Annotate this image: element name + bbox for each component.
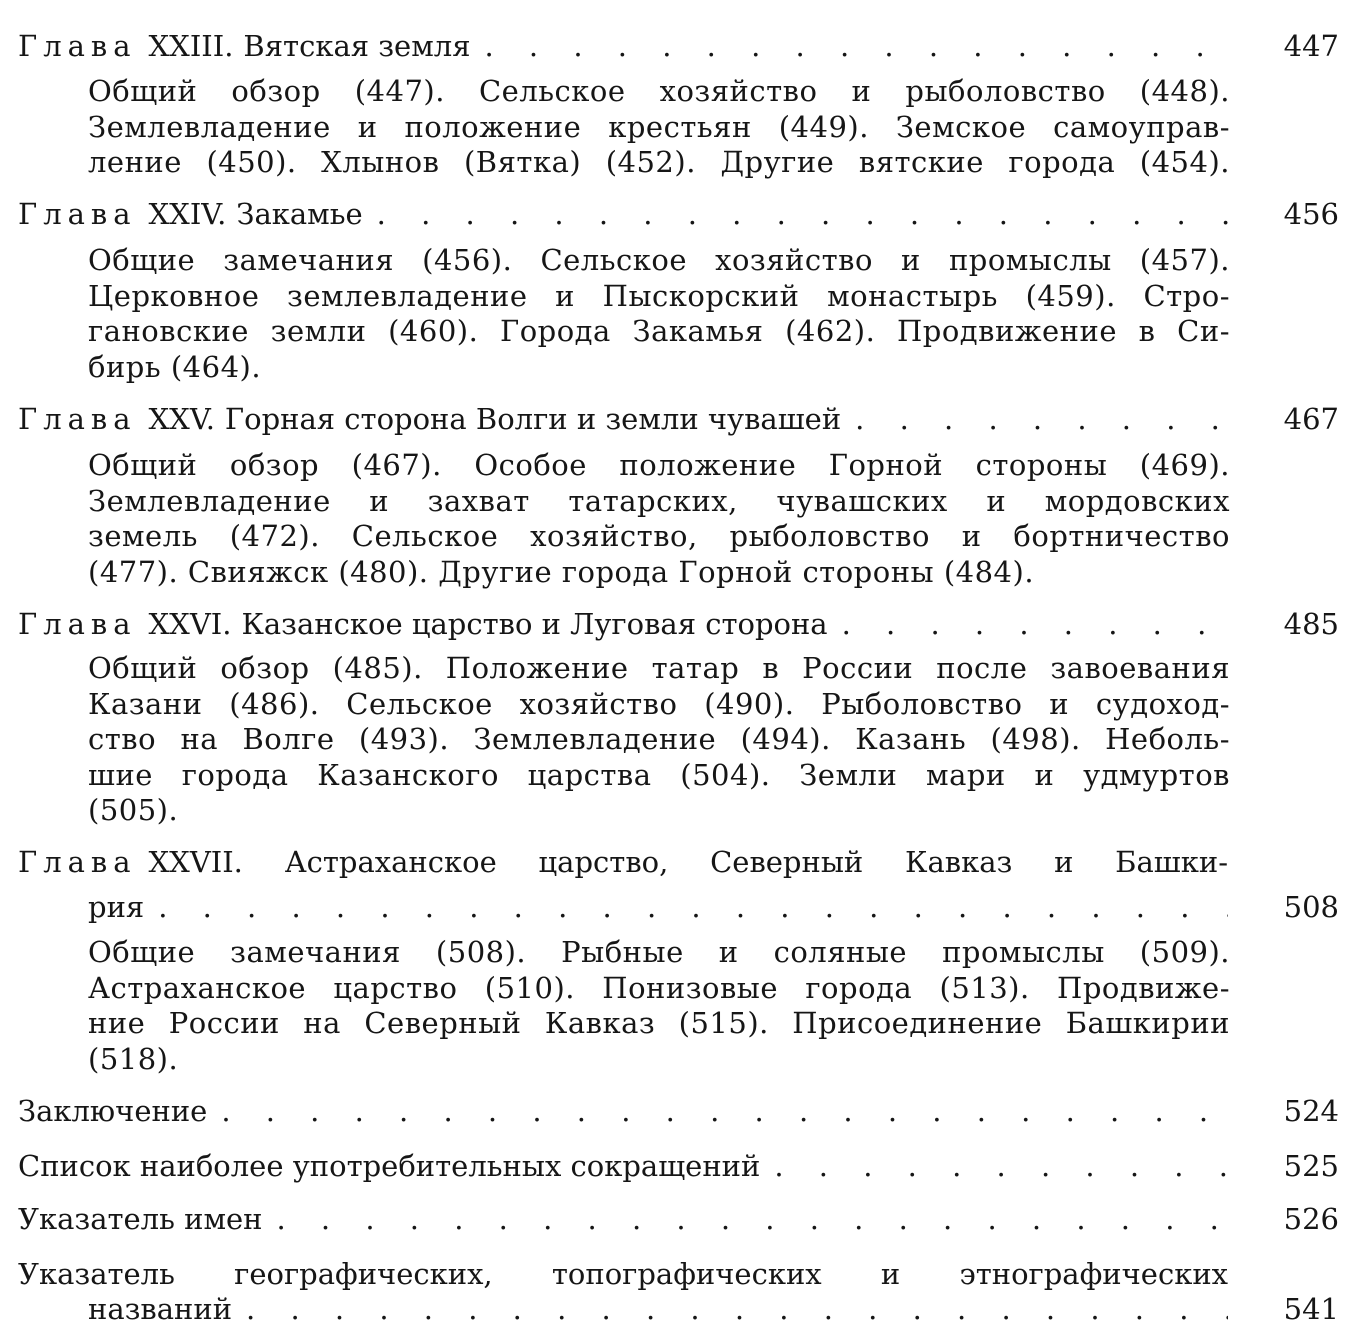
chapter-label: Глава — [18, 845, 137, 879]
toc-entry-chapter-23 — [18, 29, 1228, 63]
chapter-number: XXIV. — [148, 197, 227, 231]
entry-title: Указатель имен — [18, 1202, 263, 1236]
leader-dots — [774, 1149, 1228, 1183]
chapter-title-line-1: Астраханское царство, Северный Кавказ и Башки- — [284, 845, 1228, 879]
summary-line: бирь (464). — [88, 349, 262, 384]
leader-dots — [277, 1202, 1229, 1236]
toc-entry-chapter-24 — [18, 197, 1228, 231]
chapter-title: Закамье — [236, 197, 363, 231]
page-number: 526 — [1283, 1202, 1339, 1236]
page-number: 541 — [1283, 1292, 1339, 1326]
toc-entry-chapter-27 — [18, 845, 1228, 879]
toc-entry-geographic-index-continued — [88, 1292, 1228, 1326]
summary-line: ство на Волге (493). Землевладение (494). Казань (498). Неболь- — [88, 722, 1230, 756]
page-number: 467 — [1283, 402, 1339, 436]
summary-line: Общий обзор (467). Особое положение Горной стороны (469). — [88, 448, 1230, 482]
chapter-title: Казанское царство и Луговая сторона — [241, 607, 828, 641]
summary-line: Землевладение и положение крестьян (449). Земское самоуправ- — [88, 109, 1230, 144]
summary-line: шие города Казанского царства (504). Земли мари и удмуртов — [88, 757, 1230, 792]
leader-dots — [855, 402, 1228, 436]
summary-line: (505). — [88, 793, 179, 827]
toc-entry-geographic-index — [18, 1257, 1228, 1291]
summary-line: Землевладение и захват татарских, чувашских и мордовских — [88, 483, 1230, 518]
toc-entry-name-index — [18, 1202, 1228, 1236]
toc-entry-chapter-26 — [18, 607, 1228, 641]
chapter-summary — [88, 74, 1230, 181]
chapter-summary — [88, 243, 1230, 385]
leader-dots — [221, 1094, 1228, 1128]
summary-line: (477). Свияжск (480). Другие города Горной стороны (484). — [88, 554, 1035, 589]
chapter-title: Горная сторона Волги и земли чувашей — [224, 402, 842, 436]
chapter-label: Глава — [18, 607, 137, 641]
page-number: 447 — [1283, 29, 1339, 63]
summary-line: ние России на Северный Кавказ (515). Присоединение Башкирии — [88, 1006, 1230, 1040]
toc-entry-abbreviations — [18, 1149, 1228, 1183]
page-number: 525 — [1283, 1149, 1339, 1183]
page-number: 456 — [1283, 197, 1339, 231]
leader-dots — [246, 1292, 1228, 1326]
page-number: 508 — [1283, 890, 1339, 924]
summary-line: земель (472). Сельское хозяйство, рыболовство и бортничество — [88, 519, 1230, 553]
chapter-title: Вятская земля — [243, 29, 471, 63]
page-number: 524 — [1283, 1094, 1339, 1128]
summary-line: Общий обзор (485). Положение татар в России после завоевания — [88, 651, 1230, 685]
chapter-number: XXIII. — [148, 29, 234, 63]
chapter-number: XXV. — [148, 402, 215, 436]
chapter-label: Глава — [18, 402, 137, 436]
summary-line: гановские земли (460). Города Закамья (462). Продвижение в Си- — [88, 314, 1230, 348]
leader-dots — [485, 29, 1229, 63]
chapter-summary — [88, 935, 1230, 1077]
entry-title-line-2: названий — [88, 1292, 233, 1326]
chapter-summary — [88, 448, 1230, 590]
toc-entry-chapter-27-continued — [88, 890, 1228, 924]
entry-title: Заключение — [18, 1094, 208, 1128]
toc-entry-chapter-25 — [18, 402, 1228, 436]
chapter-label: Глава — [18, 29, 137, 63]
entry-title: Список наиболее употребительных сокращений — [18, 1149, 761, 1183]
summary-line: Астраханское царство (510). Понизовые города (513). Продвиже- — [88, 970, 1230, 1005]
chapter-number: XXVI. — [148, 607, 232, 641]
chapter-label: Глава — [18, 197, 137, 231]
leader-dots — [377, 197, 1228, 231]
toc-entry-conclusion — [18, 1094, 1228, 1128]
leader-dots — [158, 890, 1228, 924]
leader-dots — [842, 607, 1228, 641]
summary-line: Казани (486). Сельское хозяйство (490). Рыболовство и судоход- — [88, 686, 1230, 721]
summary-line: Общие замечания (508). Рыбные и соляные промыслы (509). — [88, 935, 1230, 969]
summary-line: Общие замечания (456). Сельское хозяйство и промыслы (457). — [88, 243, 1230, 277]
entry-title-line-1: Указатель географических, топографических и этнографических — [18, 1257, 1228, 1291]
summary-line: Общий обзор (447). Сельское хозяйство и рыболовство (448). — [88, 74, 1230, 108]
summary-line: ление (450). Хлынов (Вятка) (452). Другие вятские города (454). — [88, 145, 1230, 179]
chapter-summary — [88, 651, 1230, 829]
chapter-title-line-2: рия — [88, 890, 145, 924]
summary-line: Церковное землевладение и Пыскорский монастырь (459). Стро- — [88, 278, 1230, 313]
summary-line: (518). — [88, 1041, 179, 1076]
chapter-number: XXVII. — [148, 845, 243, 879]
page-number: 485 — [1283, 607, 1339, 641]
